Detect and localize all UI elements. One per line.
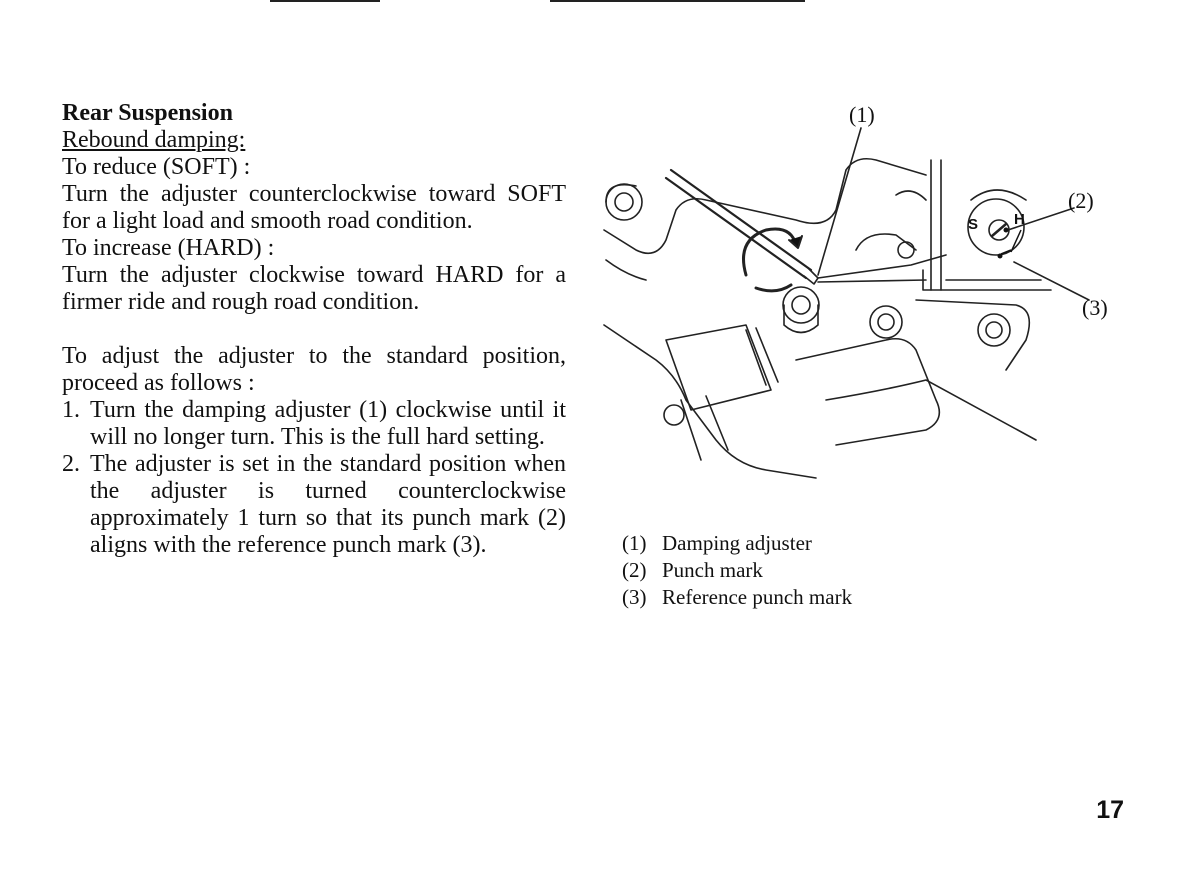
step-number: 1. — [62, 397, 80, 423]
callout-3: (3) — [1082, 295, 1108, 320]
dial-hard-label: H — [1014, 211, 1025, 228]
page-number: 17 — [1096, 796, 1124, 824]
legend-label: Damping adjuster — [662, 531, 812, 555]
adjuster-nut-outer — [783, 287, 819, 323]
step-text: Turn the damping adjuster (1) clockwise until it will no longer turn. This is the full hard setting. — [90, 397, 566, 450]
step-item — [62, 397, 566, 451]
legend-number: (1) — [622, 531, 647, 555]
linkage-bolt-b — [978, 314, 1010, 346]
legend-item — [622, 557, 852, 584]
paragraph-gap — [62, 316, 566, 343]
leader-line-3 — [1014, 262, 1089, 300]
soft-heading: To reduce (SOFT) : — [62, 154, 251, 180]
frame-outline — [604, 159, 926, 254]
screwdriver — [671, 170, 811, 270]
leader-line-1 — [818, 128, 861, 275]
soft-body: Turn the adjuster counterclockwise toward SOFT for a light load and smooth road condition. — [62, 181, 566, 234]
callout-1: (1) — [849, 102, 875, 127]
legend-label: Reference punch mark — [662, 585, 853, 609]
frame-lower — [604, 325, 816, 478]
shock-body — [666, 325, 771, 410]
section-title: Rear Suspension — [62, 100, 233, 126]
legend-item — [622, 584, 852, 611]
rear-suspension-illustration — [596, 100, 1116, 495]
legend-item — [622, 530, 852, 557]
legend-number: (3) — [622, 585, 647, 609]
hard-heading: To increase (HARD) : — [62, 235, 275, 261]
legend-label: Punch mark — [662, 558, 763, 582]
standard-steps — [62, 397, 566, 559]
legend-number: (2) — [622, 558, 647, 582]
step-text: The adjuster is set in the standard position when the adjuster is turned counterclockwise approximately 1 turn so that its punch mark (2) aligns with the reference punch mark (3). — [90, 451, 566, 558]
callout-2: (2) — [1068, 188, 1094, 213]
top-rule-right — [550, 0, 805, 2]
dial-soft-label: S — [968, 216, 979, 233]
section-subtitle: Rebound damping: — [62, 127, 246, 153]
linkage-bolt-a — [870, 306, 902, 338]
shock-end-bolt — [664, 405, 684, 425]
hard-body: Turn the adjuster clockwise toward HARD for a firmer ride and rough road condition. — [62, 262, 566, 315]
left-bolt-inner — [615, 193, 633, 211]
step-item — [62, 451, 566, 559]
suspension-drawing — [596, 100, 1116, 495]
standard-intro: To adjust the adjuster to the standard position, proceed as follows : — [62, 343, 566, 396]
top-rule-left — [270, 0, 380, 2]
adjuster-nut-inner — [792, 296, 810, 314]
instructions-column — [62, 100, 566, 559]
figure-legend — [622, 530, 852, 611]
step-number: 2. — [62, 451, 80, 477]
punch-mark-dot — [1004, 228, 1009, 233]
